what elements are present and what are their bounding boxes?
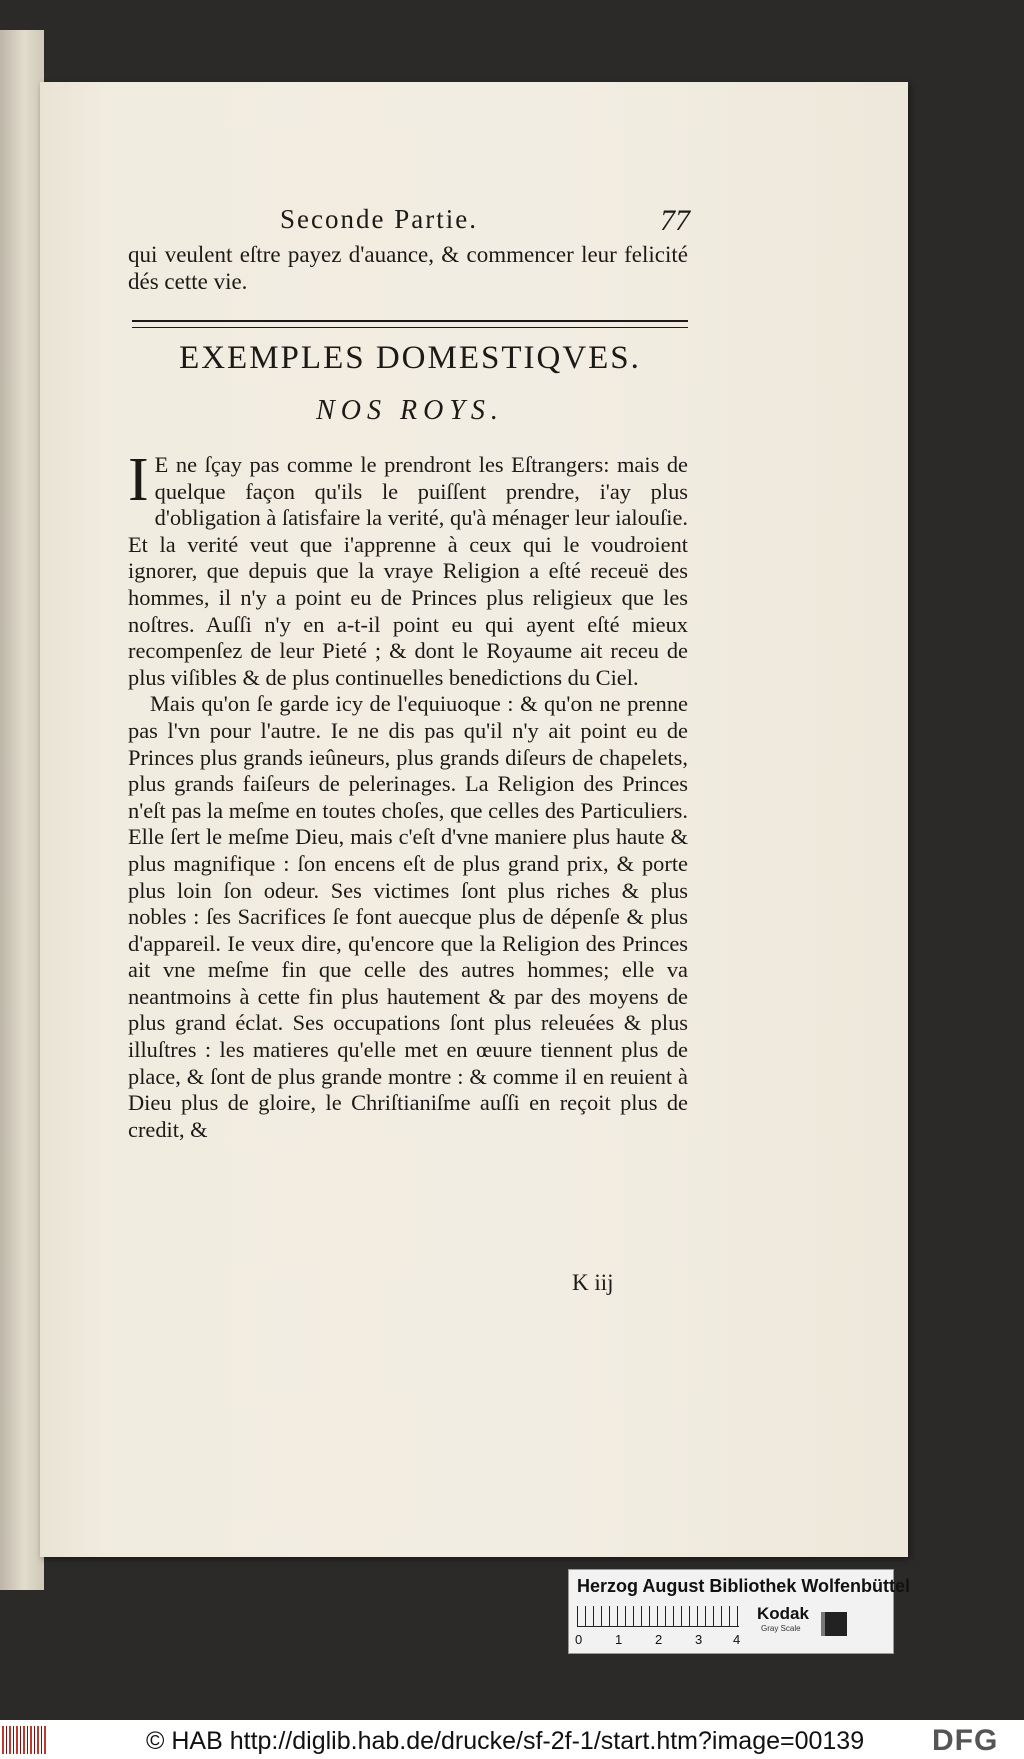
continuation-paragraph: qui veulent eſtre payez d'auance, & commencer leur felicité dés cette vie. (128, 242, 688, 294)
ruler-label: 2 (655, 1632, 663, 1647)
library-name: Herzog August Bibliothek Wolfenbüttel (577, 1576, 910, 1596)
paragraph-1 (128, 446, 688, 691)
ruler-label: 3 (695, 1632, 703, 1647)
gray-scale-label: Gray Scale (761, 1624, 801, 1633)
signature-mark: K iij (572, 1270, 614, 1295)
chapter-title: EXEMPLES DOMESTIQVES. (179, 340, 641, 376)
ruler-label: 0 (575, 1632, 583, 1647)
scale-ruler (577, 1606, 739, 1627)
running-head: Seconde Partie. (280, 204, 478, 234)
ruler-label: 1 (615, 1632, 623, 1647)
black-patch (825, 1612, 847, 1636)
dfg-logo: DFG (932, 1724, 999, 1757)
page-number: 77 (660, 204, 690, 237)
chapter-subtitle: NOS ROYS. (316, 395, 504, 426)
kodak-logo: Kodak (757, 1604, 809, 1623)
paragraph-1-text: E ne ſçay pas comme le prendront les Eſtrangers: mais de quelque façon qu'ils le puiſſent prendre, i'ay plus d'obligation à ſatisfaire la verité, qu'à ménager leur ialouſie. Et la verité veut que i'apprenne à ceux qui le voudroient ignorer, que depuis que la vraye Religion a eſté receuë des hommes, il n'y a point eu de Princes plus religieux que les noſtres. Auſſi n'y en a-t-il point eu qui ayent eſté mieux recompenſez de leur Pieté ; & dont le Royaume ait receu de plus viſibles & de plus continuelles benedictions du Ciel. (128, 452, 688, 690)
page-header (40, 204, 908, 244)
adjacent-page-edge (0, 30, 44, 1590)
paragraph-2: Mais qu'on ſe garde icy de l'equiuoque : & qu'on ne prenne pas l'vn pour l'autre. Ie ne dis pas qu'il n'y ait point eu de Princes plus grands ieûneurs, plus grands diſeurs de chapelets, plus grands faiſeurs de pelerinages. La Religion des Princes n'eſt pas la meſme en toutes choſes, que celles des Particuliers. Elle ſert le meſme Dieu, mais c'eſt d'vne maniere plus haute & plus magnifique : ſon encens eſt de plus grand prix, & porte plus loin ſon odeur. Ses victimes ſont plus riches & plus nobles : ſes Sacrifices ſe font auecque plus de dépenſe & plus d'appareil. Ie veux dire, qu'encore que la Religion des Princes ait vne meſme fin que celle des autres hommes; elle va neantmoins à cette fin plus hautement & par des moyens de plus grand éclat. Ses occupations ſont plus releuées & plus illuſtres : les matieres qu'elle met en œuure tiennent plus de place, & ſont de plus grande montre : & comme il en reuient à Dieu plus de gloire, le Chriſtianiſme auſſi en reçoit plus de credit, & (128, 691, 688, 1142)
copyright-link[interactable]: © HAB http://diglib.hab.de/drucke/sf-2f-1/start.htm?image=00139 (146, 1727, 865, 1755)
section-rule (132, 320, 688, 328)
ruler-label: 4 (733, 1632, 741, 1647)
color-calibration-card (568, 1569, 910, 1654)
continuation-text (128, 242, 688, 296)
book-page (40, 82, 908, 1557)
body-text (128, 446, 688, 1143)
drop-cap: I (128, 446, 149, 514)
footer-bar (0, 1720, 1024, 1759)
barcode-icon (2, 1726, 46, 1754)
